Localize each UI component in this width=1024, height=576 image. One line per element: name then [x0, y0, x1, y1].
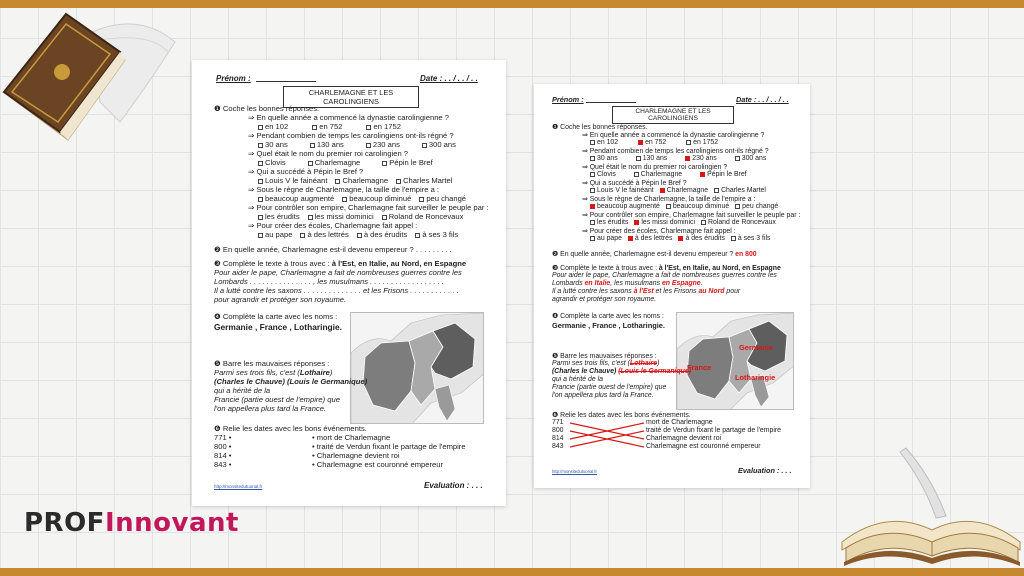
prenom-line	[586, 102, 636, 103]
q5-line: Parmi ses trois fils, c'est (Lothaire)	[214, 368, 333, 377]
q2-text: ❷ En quelle année, Charlemagne est-il devenu empereur ? . . . . . . . . .	[214, 245, 452, 254]
q5-line: Parmi ses trois fils, c'est (Lothaire)	[552, 360, 660, 367]
q1-question: ⇒ Sous le règne de Charlemagne, la taille de l'empire a :	[248, 185, 440, 194]
q1-question: ⇒ Pour contrôler son empire, Charlemagne fait surveiller le peuple par :	[582, 212, 801, 219]
prenom-label: Prénom :	[216, 74, 251, 83]
q1-question: ⇒ Sous le règne de Charlemagne, la taille de l'empire a :	[582, 196, 756, 203]
top-band	[0, 0, 1024, 8]
q3-heading: ❸ Complète le texte à trous avec : à l'Est, en Italie, au Nord, en Espagne	[214, 259, 467, 268]
q6-date: 771	[552, 419, 564, 426]
date-label: Date : . . / . . / . .	[420, 74, 478, 83]
q1-options-row: Louis V le fainéant Charlemagne Charles Martel	[258, 176, 452, 185]
q6-date: 814 •	[214, 451, 232, 460]
empire-map-icon	[351, 313, 484, 424]
q5-line: qui a hérité de la	[552, 376, 603, 383]
q1-heading: ❶ Coche les bonnes réponses.	[552, 124, 648, 131]
worksheet-title: CHARLEMAGNE ET LES CAROLINGIENS	[612, 106, 734, 124]
q5-line: qui a hérité de la	[214, 386, 271, 395]
q2-text: ❷ En quelle année, Charlemagne est-il devenu empereur ? en 800	[552, 251, 757, 258]
q1-question: ⇒ Quel était le nom du premier roi carolingien ?	[248, 149, 409, 158]
open-book-icon	[836, 438, 1024, 570]
evaluation-label: Evaluation : . . .	[424, 481, 483, 490]
q6-event: • mort de Charlemagne	[312, 433, 391, 442]
q1-question: ⇒ En quelle année a commencé la dynastie carolingienne ?	[248, 113, 449, 122]
q1-question: ⇒ Quel était le nom du premier roi carolingien ?	[582, 164, 728, 171]
q6-date: 800 •	[214, 442, 232, 451]
q4-heading: ❹ Complète la carte avec les noms :	[214, 312, 338, 321]
q1-options-row: les érudits les missi dominici Roland de Roncevaux	[258, 212, 463, 221]
map-empire	[350, 312, 484, 424]
q1-options-row: Clovis Charlemagne Pépin le Bref	[258, 158, 433, 167]
q1-options-row: les érudits les missi dominici Roland de Roncevaux	[590, 219, 776, 226]
prenom-label: Prénom :	[552, 95, 584, 104]
q1-options-row: beaucoup augmenté beaucoup diminué peu changé	[258, 194, 466, 203]
q1-question: ⇒ En quelle année a commencé la dynastie carolingienne ?	[582, 132, 765, 139]
q6-event: Charlemagne est couronné empereur	[646, 443, 761, 450]
q5-heading: ❺ Barre les mauvaises réponses :	[552, 353, 657, 360]
q6-event: • traité de Verdun fixant le partage de l'empire	[312, 442, 466, 451]
q1-question: ⇒ Pour créer des écoles, Charlemagne fait appel :	[248, 221, 418, 230]
worksheet-title: CHARLEMAGNE ET LES CAROLINGIENS	[283, 86, 419, 108]
q6-event: traité de Verdun fixant le partage de l'empire	[646, 427, 781, 434]
q6-event: Charlemagne devient roi	[646, 435, 722, 442]
q1-options-row: 30 ans 130 ans 230 ans 300 ans	[258, 140, 456, 149]
q1-question: ⇒ Pour créer des écoles, Charlemagne fait appel :	[582, 228, 736, 235]
q6-event: • Charlemagne devient roi	[312, 451, 400, 460]
q4-names: Germanie , France , Lotharingie.	[552, 321, 665, 330]
q1-question: ⇒ Pendant combien de temps les carolingiens ont-ils régné ?	[248, 131, 454, 140]
prenom-line	[256, 81, 316, 82]
prof-innovant-logo	[24, 508, 239, 538]
empire-map-icon	[677, 313, 794, 410]
worksheet-blank	[192, 60, 506, 506]
q3-line: Il a lutté contre les saxons . . . . . . . . . . . . . . et les Frisons . . . . . . . . . . . .	[214, 286, 459, 295]
logo-innovant: Innovant	[104, 508, 239, 538]
q4-heading: ❹ Complète la carte avec les noms :	[552, 313, 664, 320]
logo-prof: PROF	[24, 508, 105, 538]
q5-line: Francie (partie ouest de l'empire) que	[552, 384, 667, 391]
map-label-lotharingie: Lotharingie	[735, 373, 776, 382]
q6-event: • Charlemagne est couronné empereur	[312, 460, 443, 469]
q3-line: pour agrandir et protéger son royaume.	[214, 295, 347, 304]
q5-line: (Charles le Chauve) (Louis le Germanique)	[214, 377, 368, 386]
q1-options-row: en 102 en 752 en 1752	[590, 139, 718, 146]
map-empire-corrected	[676, 312, 794, 410]
q1-options-row: Clovis Charlemagne Pépin le Bref	[590, 171, 747, 178]
q1-question: ⇒ Qui a succédé à Pépin le Bref ?	[248, 167, 364, 176]
q5-line: (Charles le Chauve) (Louis le Germanique)	[552, 368, 692, 375]
q3-line: agrandir et protéger son royaume.	[552, 296, 657, 303]
q5-line: l'on appellera plus tard la France.	[552, 392, 654, 399]
map-label-france: France	[687, 363, 712, 372]
q6-event: mort de Charlemagne	[646, 419, 713, 426]
q1-heading: ❶ Coche les bonnes réponses.	[214, 104, 320, 113]
q1-question: ⇒ Pour contrôler son empire, Charlemagne fait surveiller le peuple par :	[248, 203, 489, 212]
q6-date: 843 •	[214, 460, 232, 469]
evaluation-label: Evaluation : . . .	[738, 466, 792, 475]
q6-date: 771 •	[214, 433, 232, 442]
q3-line: Pour aider le pape, Charlemagne a fait de nombreuses guerres contre les	[214, 268, 462, 277]
q6-date: 814	[552, 435, 564, 442]
q1-options-row: Louis V le fainéant Charlemagne Charles Martel	[590, 187, 766, 194]
q1-options-row: en 102 en 752 en 1752	[258, 122, 401, 131]
q1-options-row: beaucoup augmenté beaucoup diminué peu changé	[590, 203, 778, 210]
footer-url[interactable]: http://monsitedutuorial.fr	[552, 469, 597, 474]
worksheet-corrected	[534, 84, 810, 488]
q1-question: ⇒ Pendant combien de temps les carolingiens ont-ils régné ?	[582, 148, 769, 155]
q6-date: 843	[552, 443, 564, 450]
q4-names: Germanie , France , Lotharingie.	[214, 322, 342, 332]
q5-line: Francie (partie ouest de l'empire) que	[214, 395, 340, 404]
q3-heading: ❸ Complète le texte à trous avec : à l'Est, en Italie, au Nord, en Espagne	[552, 265, 781, 272]
map-label-germanie: Germanie	[739, 343, 774, 352]
q1-options-row: au pape à des lettrés à des érudits à ses 3 fils	[258, 230, 458, 239]
q1-options-row: au pape à des lettrés à des érudits à ses 3 fils	[590, 235, 770, 242]
q3-line: Il a lutté contre les saxons à l'Est et les Frisons au Nord pour	[552, 288, 741, 295]
q5-line: l'on appellera plus tard la France.	[214, 404, 327, 413]
matching-lines	[568, 419, 648, 451]
q3-line: Lombards en Italie, les musulmans en Espagne.	[552, 280, 703, 287]
q3-line: Lombards . . . . . . . . . . . . . . . , les musulmans . . . . . . . . . . . . . . . . . .	[214, 277, 444, 286]
q1-options-row: 30 ans 130 ans 230 ans 300 ans	[590, 155, 766, 162]
q6-heading: ❻ Relie les dates avec les bons événements.	[214, 424, 367, 433]
q1-question: ⇒ Qui a succédé à Pépin le Bref ?	[582, 180, 687, 187]
q6-heading: ❻ Relie les dates avec les bons événements.	[552, 412, 691, 419]
date-label: Date : . . / . . / . .	[736, 95, 789, 104]
q6-date: 800	[552, 427, 564, 434]
footer-url[interactable]: http://monsitedutuorial.fr	[214, 484, 263, 489]
q5-heading: ❺ Barre les mauvaises réponses :	[214, 359, 330, 368]
q3-line: Pour aider le pape, Charlemagne a fait de nombreuses guerres contre les	[552, 272, 777, 279]
old-book-icon	[0, 12, 180, 162]
